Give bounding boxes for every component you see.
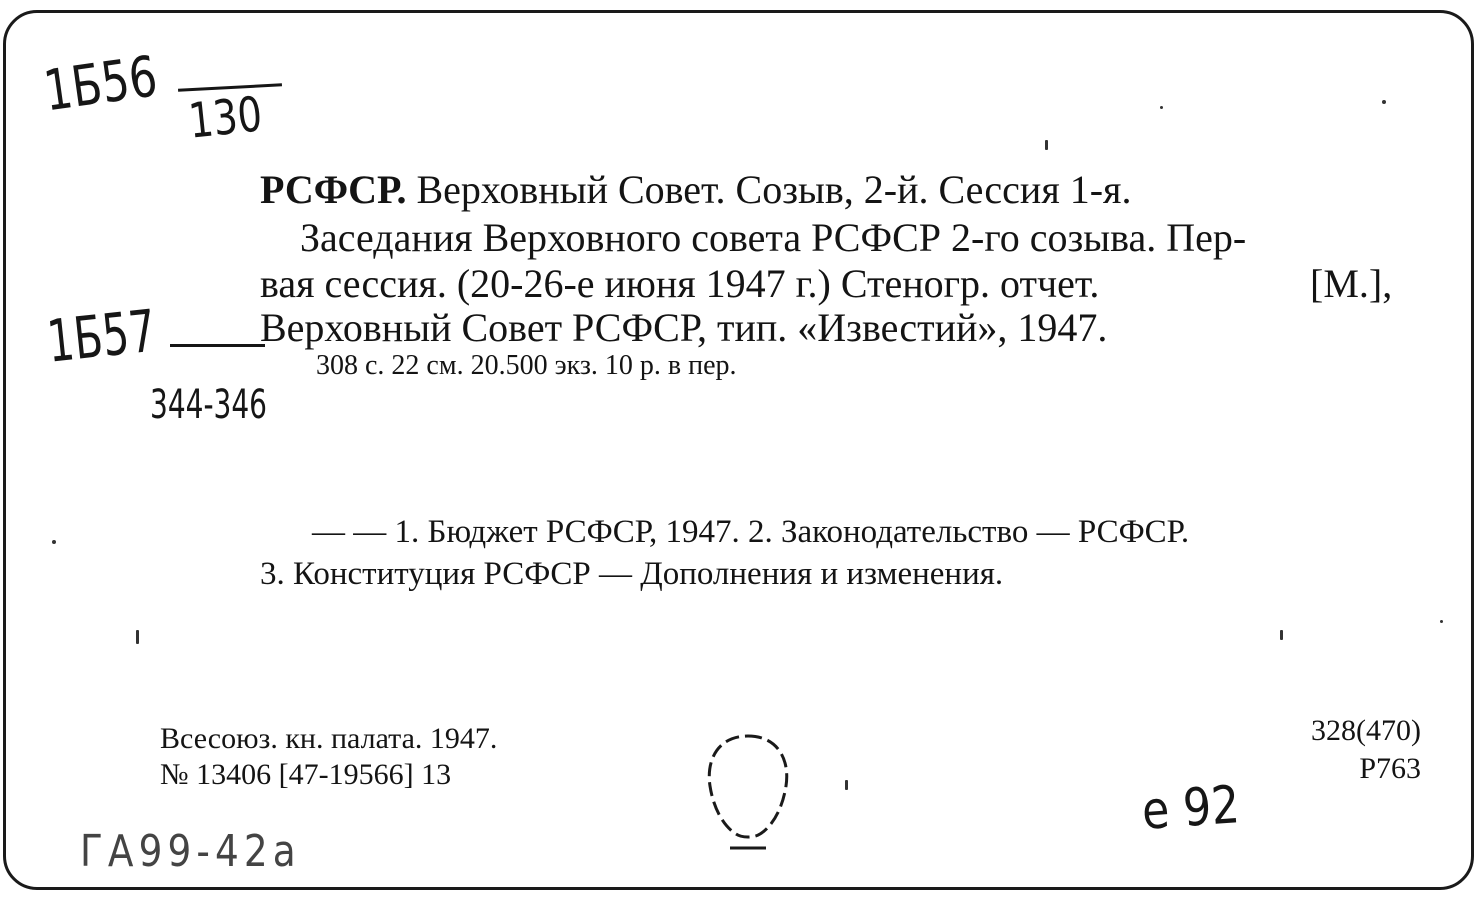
entry-line-1: [260, 166, 1131, 213]
scan-speck: [1045, 140, 1048, 150]
entry-line-2: Заседания Верховного совета РСФСР 2-го созыва. Пер-: [300, 215, 1247, 260]
entry-collation: 308 с. 22 см. 20.500 экз. 10 р. в пер.: [316, 350, 737, 381]
footer-classification: 328(470): [1311, 714, 1421, 747]
scan-speck: [1160, 106, 1163, 109]
scan-speck: [52, 540, 56, 544]
handwritten-ref-1556: 1Б56: [40, 44, 162, 125]
handwritten-ref-130: 130: [186, 86, 265, 150]
handwritten-pages: 344-346: [150, 382, 267, 428]
handwritten-dash: [170, 344, 265, 347]
scan-speck: [1382, 100, 1386, 104]
punch-hole-icon: [700, 730, 796, 860]
entry-line-1-rest: Верховный Совет. Созыв, 2-й. Сессия 1-я.: [416, 167, 1132, 212]
entry-heading: РСФСР.: [260, 167, 407, 212]
scan-speck: [136, 630, 139, 644]
handwritten-ref-ga99: ГА99-42а: [80, 826, 301, 877]
scan-speck: [1440, 620, 1443, 623]
footer-number: № 13406 [47-19566] 13: [160, 758, 452, 791]
scan-speck: [1280, 630, 1283, 640]
handwritten-ref-e92: е 92: [1140, 775, 1242, 842]
entry-line-4: Верховный Совет РСФСР, тип. «Известий», 1947.: [260, 305, 1108, 350]
scan-speck: [845, 780, 848, 790]
entry-line-3: вая сессия. (20-26-е июня 1947 г.) Стеногр. отчет.: [260, 261, 1100, 306]
footer-chamber: Всесоюз. кн. палата. 1947.: [160, 722, 498, 755]
footer-author-mark: Р763: [1359, 752, 1421, 785]
subject-line-2: 3. Конституция РСФСР — Дополнения и изменения.: [260, 556, 1004, 592]
subject-line-1: — — 1. Бюджет РСФСР, 1947. 2. Законодательство — РСФСР.: [312, 514, 1190, 550]
entry-place: [M.],: [1310, 261, 1393, 306]
handwritten-ref-1557: 1Б57: [44, 296, 159, 376]
